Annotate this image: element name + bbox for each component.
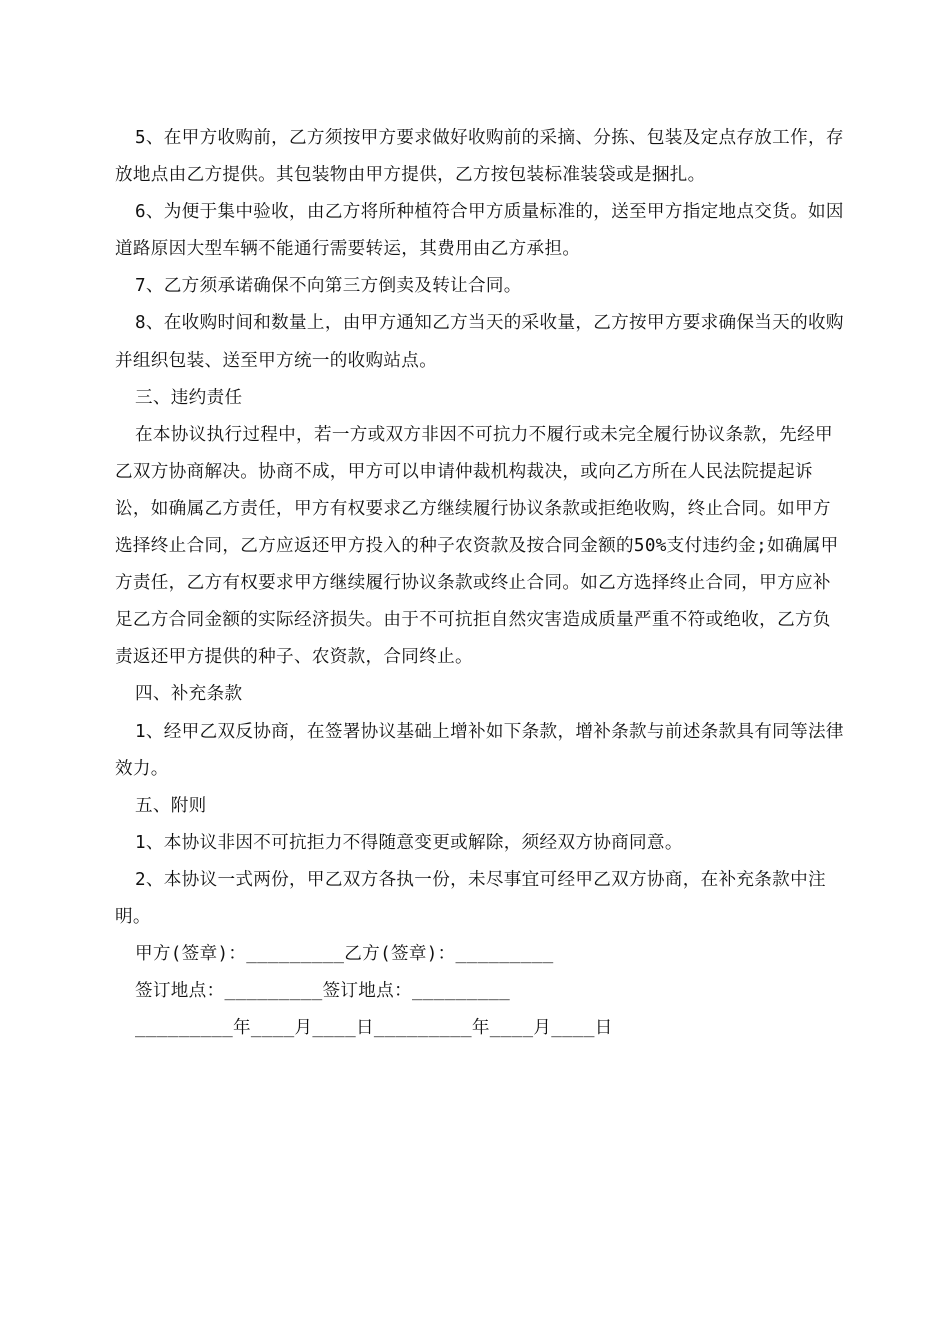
document-page (115, 120, 845, 1047)
section-heading-appendix: 五、附则 (135, 795, 207, 816)
clause-7: 7、乙方须承诺确保不向第三方倒卖及转让合同。 (135, 276, 522, 297)
supplementary-clause-1: 1、经甲乙双反协商，在签署协议基础上增补如下条款，增补条款与前述条款具有同等法律效力。 (115, 721, 844, 779)
appendix-clause-2: 2、本协议一式两份，甲乙双方各执一份，未尽事宜可经甲乙双方协商，在补充条款中注明。 (115, 869, 826, 927)
signature-line-date: _________年____月____日_________年____月____日 (135, 1018, 613, 1039)
appendix-clause-1: 1、本协议非因不可抗拒力不得随意变更或解除，须经双方协商同意。 (135, 832, 683, 853)
section-heading-liability: 三、违约责任 (135, 387, 243, 408)
liability-paragraph: 在本协议执行过程中，若一方或双方非因不可抗力不履行或未完全履行协议条款，先经甲乙双方协商解决。协商不成，甲方可以申请仲裁机构裁决，或向乙方所在人民法院提起诉讼，如确属乙方责任，甲方有权要求乙方继续履行协议条款或拒绝收购，终止合同。如甲方选择终止合同，乙方应返还甲方投入的种子农资款及按合同金额的50%支付违约金;如确属甲方责任，乙方有权要求甲方继续履行协议条款或终止合同。如乙方选择终止合同，甲方应补足乙方合同金额的实际经济损失。由于不可抗拒自然灾害造成质量严重不符或绝收，乙方负责返还甲方提供的种子、农资款，合同终止。 (115, 424, 839, 668)
signature-line-location: 签订地点：_________签订地点：_________ (135, 981, 511, 1002)
clause-8: 8、在收购时间和数量上，由甲方通知乙方当天的采收量，乙方按甲方要求确保当天的收购并组织包装、送至甲方统一的收购站点。 (115, 313, 844, 371)
section-heading-supplementary: 四、补充条款 (135, 684, 243, 705)
clause-6: 6、为便于集中验收，由乙方将所种植符合甲方质量标准的，送至甲方指定地点交货。如因道路原因大型车辆不能通行需要转运，其费用由乙方承担。 (115, 202, 844, 260)
signature-line-seal: 甲方(签章)：_________乙方(签章)：_________ (135, 944, 554, 965)
clause-5: 5、在甲方收购前，乙方须按甲方要求做好收购前的采摘、分拣、包装及定点存放工作，存放地点由乙方提供。其包装物由甲方提供，乙方按包装标准装袋或是捆扎。 (115, 128, 844, 186)
